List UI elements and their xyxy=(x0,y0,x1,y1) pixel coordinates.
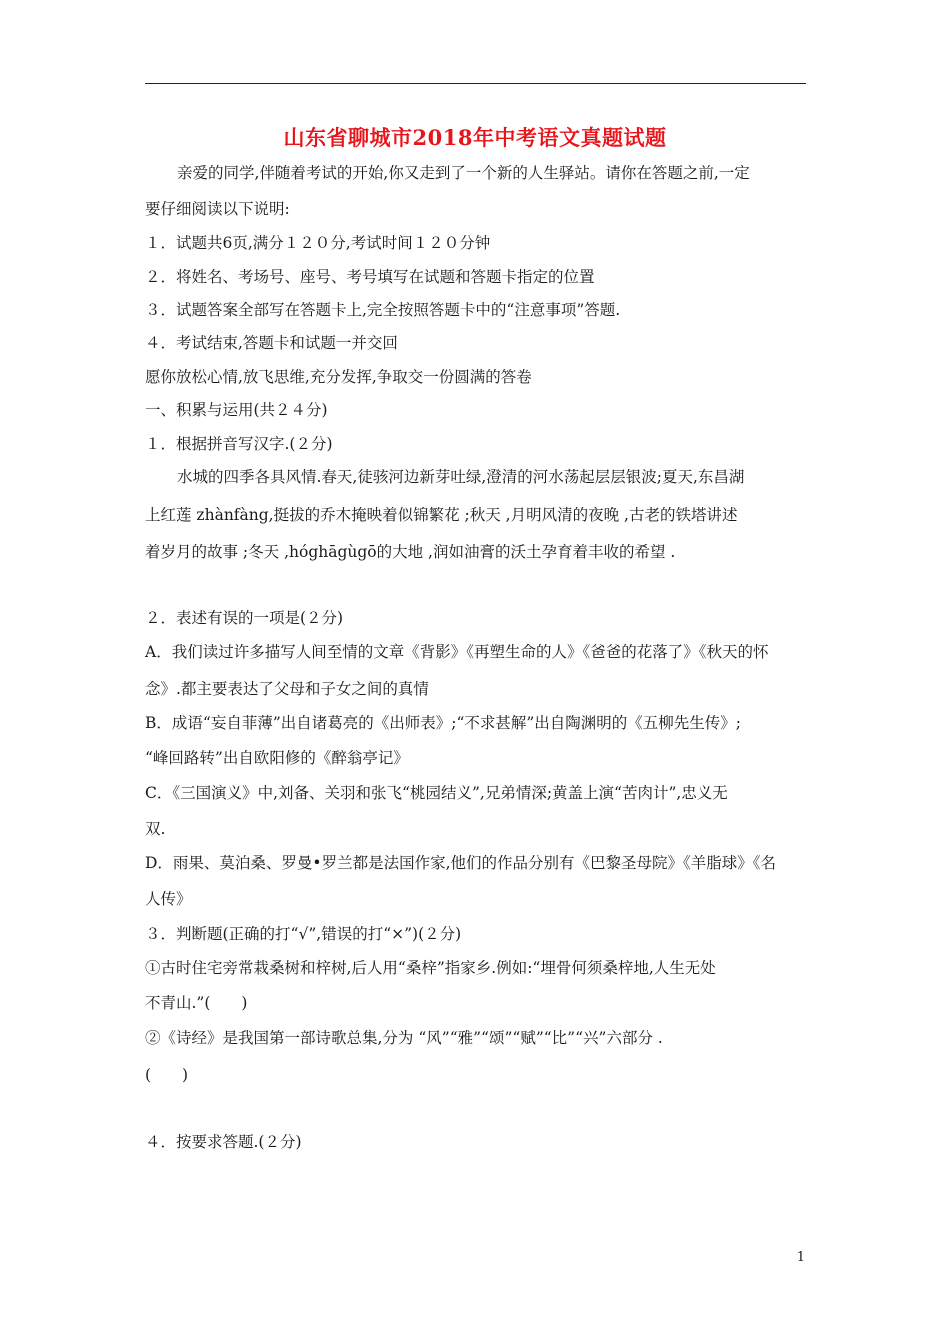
q2-stem: ２．表述有误的一项是(２分) xyxy=(145,609,344,627)
q2-option-a-line-1: A．我们读过许多描写人间至情的文章《背影》《再塑生命的人》《爸爸的花落了》《秋天的怀 xyxy=(145,643,769,661)
q1-passage-line-1: 水城的四季各具风情.春天,徒骇河边新芽吐绿,澄清的河水荡起层层银波;夏天,东昌湖 xyxy=(177,468,745,486)
instruction-2: ２．将姓名、考场号、座号、考号填写在试题和答题卡指定的位置 xyxy=(145,268,595,286)
q2-option-c-line-1: C．《三国演义》中,刘备、关羽和张飞“桃园结义”,兄弟情深;黄盖上演“苦肉计”,忠义无 xyxy=(145,784,728,802)
instruction-1: １．试题共6页,满分１２０分,考试时间１２０分钟 xyxy=(145,234,491,252)
intro-line-2: 要仔细阅读以下说明: xyxy=(145,200,290,218)
q1-passage-line-2: 上红莲 zhànfàng,挺拔的乔木掩映着似锦繁花 ;秋天 ,月明风清的夜晚 ,古老的铁塔讲述 xyxy=(145,506,738,524)
intro-line-1: 亲爱的同学,伴随着考试的开始,你又走到了一个新的人生驿站。请你在答题之前,一定 xyxy=(177,164,750,182)
q1-stem: １．根据拼音写汉字.(２分) xyxy=(145,435,333,453)
q2-option-d-line-2: 人传》 xyxy=(145,890,192,908)
q2-option-b-line-1: B．成语“妄自菲薄”出自诸葛亮的《出师表》;“不求甚解”出自陶渊明的《五柳先生传》; xyxy=(145,714,742,732)
q3-item-1-line-2: 不青山.”( ) xyxy=(145,994,248,1012)
wish-line: 愿你放松心情,放飞思维,充分发挥,争取交一份圆满的答卷 xyxy=(145,368,532,386)
q3-item-1-line-1: ①古时住宅旁常栽桑树和梓树,后人用“桑梓”指家乡.例如:“埋骨何须桑梓地,人生无处 xyxy=(145,959,716,977)
page-title: 山东省聊城市2018年中考语文真题试题 xyxy=(283,125,667,150)
q3-item-2-line-2: ( ) xyxy=(145,1066,189,1084)
instruction-3: ３．试题答案全部写在答题卡上,完全按照答题卡中的“注意事项”答题. xyxy=(145,301,621,319)
q2-option-c-line-2: 双. xyxy=(145,820,166,838)
q3-item-2-line-1: ②《诗经》是我国第一部诗歌总集,分为 “风”“雅”“颂”“赋”“比”“兴”六部分 . xyxy=(145,1029,663,1047)
q2-option-d-line-1: D．雨果、莫泊桑、罗曼•罗兰都是法国作家,他们的作品分别有《巴黎圣母院》《羊脂球》《名 xyxy=(145,854,776,872)
q2-option-b-line-2: “峰回路转”出自欧阳修的《醉翁亭记》 xyxy=(145,749,409,767)
page-number: 1 xyxy=(796,1250,805,1265)
header-rule xyxy=(145,83,806,84)
q4-stem: ４．按要求答题.(２分) xyxy=(145,1133,302,1151)
q1-passage-line-3: 着岁月的故事 ;冬天 ,hóghāgùgō的大地 ,润如油膏的沃土孕育着丰收的希望 . xyxy=(145,543,676,561)
section-heading: 一、积累与运用(共２４分) xyxy=(145,401,328,419)
q3-stem: ３．判断题(正确的打“√”,错误的打“×”)(２分) xyxy=(145,925,462,943)
instruction-4: ４．考试结束,答题卡和试题一并交回 xyxy=(145,334,398,352)
q2-option-a-line-2: 念》.都主要表达了父母和子女之间的真情 xyxy=(145,680,429,698)
